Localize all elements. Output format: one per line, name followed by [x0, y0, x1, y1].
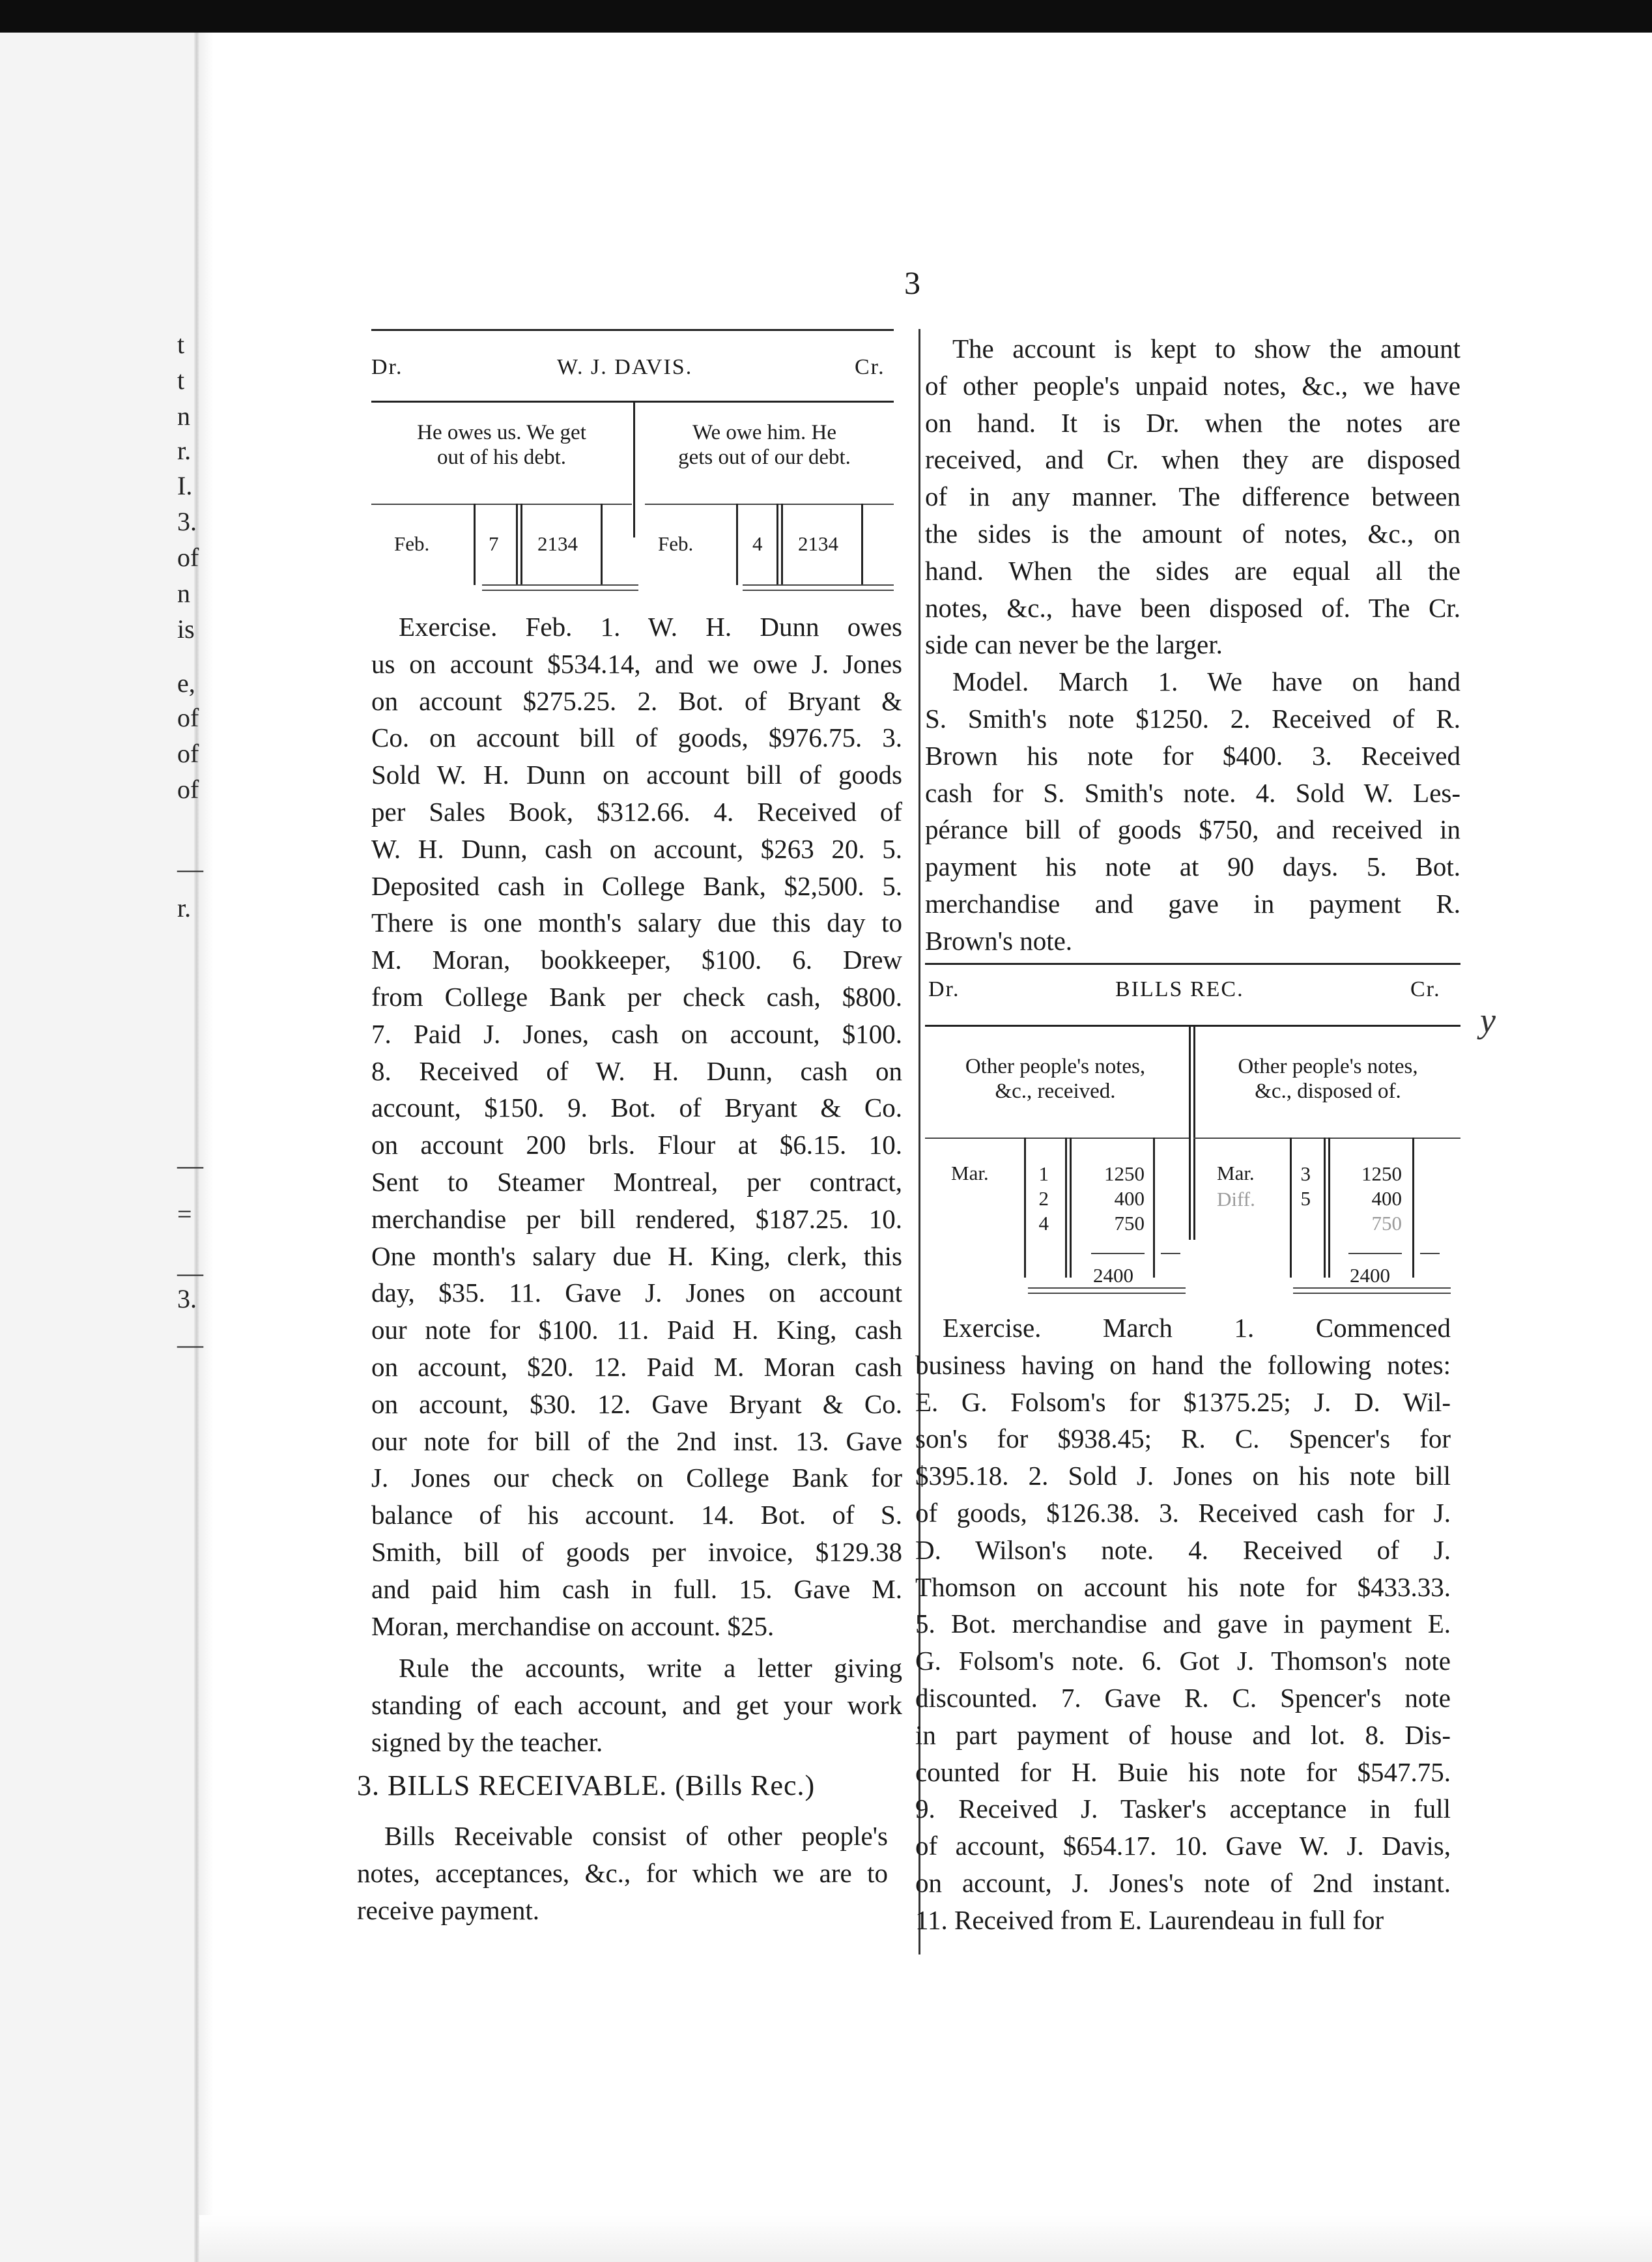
ledger-rule: [482, 584, 638, 586]
text-line: the sides is the amount of notes, &c., on: [925, 518, 1460, 549]
text-line: Co. on account bill of goods, $976.75. 3.: [371, 723, 902, 753]
margin-fragment: is: [177, 614, 195, 644]
ledger-rule: [1024, 1138, 1026, 1278]
text-line: on account 200 brls. Flour at $6.15. 10.: [371, 1130, 902, 1160]
text-line: from College Bank per check cash, $800.: [371, 981, 902, 1012]
text-line: counted for H. Buie his note for $547.75.: [915, 1756, 1451, 1787]
text-line: balance of his account. 14. Bot. of S.: [371, 1500, 902, 1530]
ledger-rule: [1070, 1138, 1072, 1278]
margin-fragment: of: [177, 543, 199, 572]
text-line: merchandise and gave in payment R.: [925, 888, 1460, 919]
ledger-right-month: Mar.: [1217, 1162, 1255, 1184]
text-line: Brown his note for $400. 3. Received: [925, 740, 1460, 771]
text-line: Sold W. H. Dunn on account bill of goods: [371, 760, 902, 790]
ledger-left-description: He owes us. We get out of his debt.: [417, 421, 586, 469]
text-line: Rule the accounts, write a letter giving: [399, 1653, 902, 1683]
ledger-top-rule: [925, 963, 1460, 965]
text-line: of goods, $126.38. 3. Received cash for J.: [915, 1497, 1451, 1528]
ledger-left-days: 1 2 4: [1038, 1162, 1049, 1235]
text-line: standing of each account, and get your work: [371, 1689, 902, 1720]
text-line: us on account $534.14, and we owe J. Jones: [371, 648, 902, 679]
section-heading: 3. BILLS RECEIVABLE. (Bills Rec.): [357, 1769, 816, 1801]
margin-fragment: r.: [177, 436, 192, 465]
ledger-left-description: Other people's notes, &c., received.: [965, 1055, 1146, 1103]
bills-receivable-definition: [357, 1818, 888, 1928]
ledger-right-description: Other people's notes, &c., disposed of.: [1238, 1055, 1418, 1103]
ledger-rule: [1412, 1138, 1414, 1278]
ledger-left-month: Feb.: [394, 532, 430, 555]
page-fold-shadow: [194, 33, 199, 2262]
margin-fragment: of: [177, 739, 199, 768]
margin-fragment: t: [177, 330, 185, 359]
margin-fragment: of: [177, 703, 199, 732]
text-line: payment his note at 90 days. 5. Bot.: [925, 852, 1460, 882]
ledger-rule: [1324, 1138, 1326, 1278]
text-line: on account, $30. 12. Gave Bryant & Co.: [371, 1388, 902, 1419]
text-line: Deposited cash in College Bank, $2,500. 5.: [371, 870, 902, 901]
margin-fragment: —: [177, 854, 203, 883]
ledger-rule: [601, 504, 603, 585]
ledger-rule: [1193, 1138, 1460, 1139]
text-line: Smith, bill of goods per invoice, $129.38: [371, 1536, 902, 1567]
margin-fragment: n: [177, 579, 190, 608]
text-line: M. Moran, bookkeeper, $100. 6. Drew: [371, 945, 902, 975]
ledger-rule: [736, 504, 738, 585]
text-line: 5. Bot. merchandise and gave in payment E.: [915, 1609, 1451, 1639]
text-line: Bills Receivable consist of other people's: [384, 1821, 888, 1851]
text-line: our note for bill of the 2nd inst. 13. Gave: [371, 1425, 902, 1456]
text-line: There is one month's salary due this day to: [371, 908, 902, 938]
text-line: 7. Paid J. Jones, cash on account, $100.: [371, 1018, 902, 1049]
ledger-top-rule: [371, 329, 894, 331]
ledger-rule: [516, 504, 518, 585]
margin-fragment: r.: [177, 893, 192, 923]
text-line: W. H. Dunn, cash on account, $263 20. 5.: [371, 833, 902, 864]
ledger-right-amounts: 1250 400 750: [1361, 1162, 1402, 1235]
margin-fragment: n: [177, 401, 190, 431]
text-line: $395.18. 2. Sold J. Jones on his note bill: [915, 1461, 1451, 1491]
text-line: merchandise per bill rendered, $187.25. 10.: [371, 1203, 902, 1234]
ledger-rule: [1091, 1253, 1145, 1254]
ledger-dr-label: Dr.: [371, 355, 403, 379]
text-line: discounted. 7. Gave R. C. Spencer's note: [915, 1682, 1451, 1713]
ledger-rule: [1420, 1253, 1440, 1254]
ledger-rule: [743, 584, 894, 586]
text-line: of in any manner. The difference between: [925, 481, 1460, 512]
text-line: notes, &c., have been disposed of. The Cr.: [925, 592, 1460, 623]
exercise-davis: [371, 608, 902, 1644]
ledger-rule: [861, 504, 863, 585]
text-line: on account $275.25. 2. Bot. of Bryant &: [371, 685, 902, 716]
text-line: D. Wilson's note. 4. Received of J.: [915, 1534, 1451, 1565]
text-line: Exercise. March 1. Commenced: [943, 1313, 1451, 1343]
text-line: cash for S. Smith's note. 4. Sold W. Les-: [925, 777, 1460, 808]
ledger-rule: [1293, 1287, 1451, 1289]
rule-instructions: [371, 1650, 902, 1760]
margin-fragment: 3.: [177, 1284, 197, 1313]
ledger-rule: [474, 504, 476, 585]
margin-fragment: I.: [177, 471, 193, 500]
handwritten-mark: y: [1480, 1001, 1496, 1040]
text-line: The account is kept to show the amount: [952, 334, 1460, 364]
text-line: 9. Received J. Tasker's acceptance in full: [915, 1794, 1451, 1824]
ledger-rule: [925, 1138, 1189, 1139]
margin-fragment: t: [177, 365, 185, 395]
text-line: Sent to Steamer Montreal, per contract,: [371, 1166, 902, 1197]
margin-fragment: of: [177, 775, 199, 804]
ledger-left-total: 2400: [1093, 1264, 1133, 1287]
scanner-top-border: [0, 0, 1652, 33]
ledger-right-month: Feb.: [658, 532, 694, 555]
ledger-davis: [371, 329, 894, 596]
ledger-rule: [1065, 1138, 1067, 1278]
text-line: our note for $100. 11. Paid H. King, cash: [371, 1315, 902, 1345]
ledger-left-day: 7: [489, 532, 499, 555]
ledger-rule: [520, 504, 522, 585]
text-line: of other people's unpaid notes, &c., we have: [925, 370, 1460, 401]
ledger-left-amounts: 1250 400 750: [1104, 1162, 1145, 1235]
text-line: son's for $938.45; R. C. Spencer's for: [915, 1424, 1451, 1454]
text-line: Brown's note.: [925, 925, 1073, 956]
text-line: Exercise. Feb. 1. W. H. Dunn owes: [399, 612, 902, 642]
text-line: hand. When the sides are equal all the: [925, 555, 1460, 586]
ledger-right-description: We owe him. He gets out of our debt.: [678, 421, 851, 469]
ledger-right-row-rule: [645, 504, 894, 505]
page-number: 3: [904, 265, 920, 301]
text-line: per Sales Book, $312.66. 4. Received of: [371, 796, 902, 827]
page-bottom-shadow: [199, 2215, 1652, 2262]
text-line: and paid him cash in full. 15. Gave M.: [371, 1573, 902, 1604]
margin-fragment: —: [177, 1151, 203, 1180]
margin-fragment: —: [177, 1258, 203, 1287]
ledger-rule: [743, 590, 894, 591]
text-line: Moran, merchandise on account. $25.: [371, 1611, 775, 1641]
ledger-rule: [776, 504, 778, 585]
ledger-right-day: 4: [752, 532, 763, 555]
ledger-header-rule: [371, 401, 894, 403]
ledger-rule: [1293, 1293, 1451, 1294]
ledger-center-rule: [1189, 1025, 1191, 1240]
text-line: One month's salary due H. King, clerk, this: [371, 1240, 902, 1271]
text-line: G. Folsom's note. 6. Got J. Thomson's note: [915, 1646, 1451, 1676]
book-gutter: [199, 33, 214, 2262]
text-line: notes, acceptances, &c., for which we are to: [357, 1857, 888, 1888]
text-line: in part payment of house and lot. 8. Dis-: [915, 1719, 1451, 1750]
ledger-left-amount: 2134: [537, 532, 578, 555]
ledger-dr-label: Dr.: [928, 977, 960, 1001]
text-line: 8. Received of W. H. Dunn, cash on: [371, 1055, 902, 1086]
ledger-cr-label: Cr.: [855, 355, 885, 379]
account-explanation: [925, 330, 1460, 960]
ledger-left-month: Mar.: [951, 1162, 989, 1184]
exercise-bills-rec: [915, 1310, 1451, 1939]
text-line: signed by the teacher.: [371, 1726, 603, 1757]
text-line: on account, J. Jones's note of 2nd instant.: [915, 1867, 1451, 1898]
ledger-rule: [1028, 1293, 1186, 1294]
ledger-rule: [1161, 1253, 1180, 1254]
text-line: S. Smith's note $1250. 2. Received of R.: [925, 703, 1460, 734]
ledger-title: BILLS REC.: [1115, 977, 1244, 1001]
ledger-bills-rec: [925, 963, 1460, 1305]
text-line: day, $35. 11. Gave J. Jones on account: [371, 1278, 902, 1308]
text-line: business having on hand the following notes:: [915, 1349, 1451, 1380]
ledger-right-diff: Diff.: [1217, 1188, 1255, 1210]
ledger-left-row-rule: [371, 504, 632, 505]
ledger-rule: [781, 504, 783, 585]
text-line: Model. March 1. We have on hand: [952, 666, 1460, 697]
ledger-header-rule: [925, 1025, 1460, 1027]
ledger-right-total: 2400: [1350, 1264, 1390, 1287]
ledger-rule: [482, 590, 638, 591]
text-line: on account, $20. 12. Paid M. Moran cash: [371, 1351, 902, 1382]
text-line: on hand. It is Dr. when the notes are: [925, 407, 1460, 438]
text-line: J. Jones our check on College Bank for: [371, 1463, 902, 1493]
ledger-right-amount: 2134: [798, 532, 838, 555]
margin-fragment: =: [177, 1199, 192, 1229]
ledger-rule: [1328, 1138, 1330, 1278]
ledger-rule: [1348, 1253, 1402, 1254]
text-line: account, $150. 9. Bot. of Bryant & Co.: [371, 1093, 902, 1123]
text-line: side can never be the larger.: [925, 629, 1223, 660]
text-line: receive payment.: [357, 1895, 540, 1925]
text-line: received, and Cr. when they are disposed: [925, 444, 1460, 475]
ledger-title: W. J. DAVIS.: [557, 355, 693, 379]
ledger-right-days: 3 5: [1300, 1162, 1311, 1210]
text-line: 11. Received from E. Laurendeau in full for: [915, 1904, 1384, 1935]
ledger-rule: [1153, 1138, 1155, 1278]
margin-fragment: e,: [177, 668, 195, 698]
margin-fragment: 3.: [177, 507, 197, 536]
ledger-cr-label: Cr.: [1410, 977, 1441, 1001]
text-line: of account, $654.17. 10. Gave W. J. Davis,: [915, 1831, 1451, 1861]
text-line: E. G. Folsom's for $1375.25; J. D. Wil-: [915, 1386, 1451, 1417]
facing-page-edge: [0, 33, 199, 2262]
text-line: pérance bill of goods $750, and received in: [925, 814, 1460, 845]
margin-fragment: —: [177, 1330, 203, 1359]
text-line: Thomson on account his note for $433.33.: [915, 1571, 1451, 1602]
ledger-rule: [1028, 1287, 1186, 1289]
